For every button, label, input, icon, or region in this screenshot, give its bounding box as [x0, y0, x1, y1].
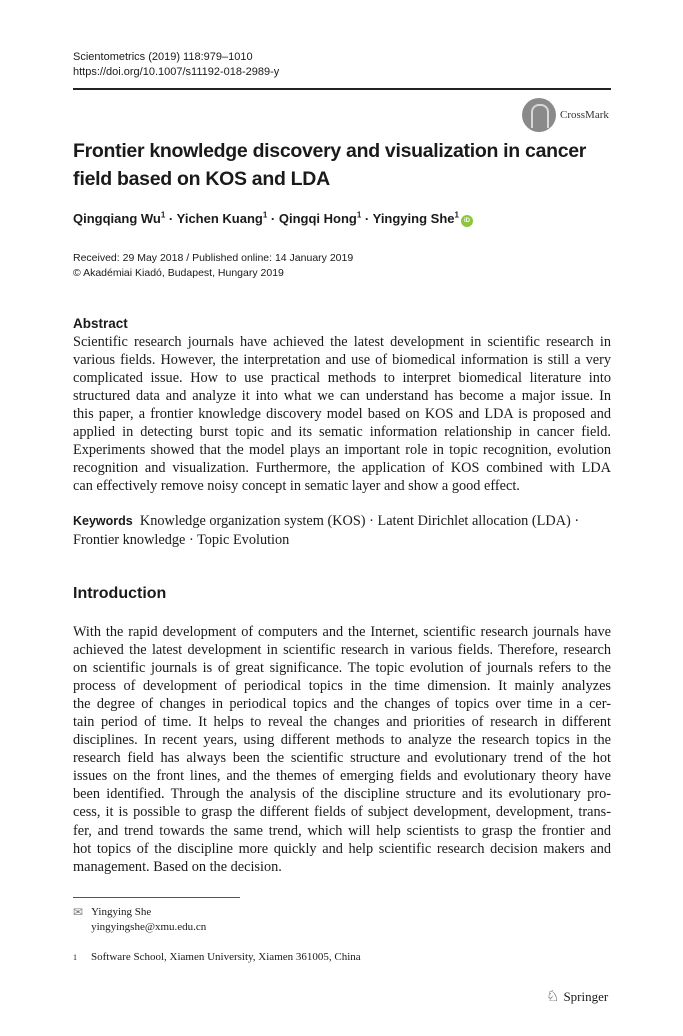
text-line: complicated issue. How to use practical methods to interpret biomedical literature into	[73, 370, 611, 387]
journal-citation: Scientometrics (2019) 118:979–1010	[73, 51, 253, 63]
text-line: process of development of periodical topics in the time dimension. It mainly analyzes	[73, 678, 611, 695]
text-line: been identified. Through the analysis of the discipline structure and its evolutionary pro-	[73, 786, 611, 803]
springer-horse-icon: ♘	[546, 989, 560, 1005]
running-header	[73, 50, 279, 80]
paper-title	[73, 137, 586, 193]
text-line: tain period of time. It helps to reveal the changes and priorities of research in different	[73, 714, 611, 731]
orcid-icon[interactable]: iD	[461, 215, 473, 227]
text-line: fer, and trend towards the same trend, which will help scientists to grasp the frontier and	[73, 822, 611, 839]
header-rule	[73, 88, 611, 90]
abstract-heading: Abstract	[73, 316, 128, 331]
corresponding-name: Yingying She	[91, 906, 152, 918]
keywords-label: Keywords	[73, 514, 133, 528]
text-line: Scientific research journals have achieved the latest development in scientific research in	[73, 334, 611, 350]
envelope-icon: ✉	[73, 905, 84, 919]
text-line: hot topics of the discipline more quickly and help scientific research decision makers and	[73, 840, 611, 857]
text-line: cess, it is possible to grasp the different fields of subject development, development, trans-	[73, 804, 611, 821]
footnote-rule	[73, 897, 240, 898]
keywords	[73, 512, 611, 550]
introduction-heading: Introduction	[73, 585, 167, 602]
publication-meta	[73, 251, 353, 281]
publisher-name: Springer	[563, 988, 609, 1004]
text-line: various fields. However, the interpretation and use of biomedical information is still a very	[73, 352, 611, 369]
text-line: this paper, a frontier knowledge discovery model based on KOS and LDA is proposed and	[73, 406, 611, 423]
corresponding-author	[73, 905, 206, 935]
text-line: Experiments showed that the model plays an important role in topic recognition, evolution	[73, 442, 611, 459]
text-line: With the rapid development of computers and the Internet, scientific research journals have	[73, 624, 611, 640]
author[interactable]: Yichen Kuang$^1$	[176, 211, 268, 227]
author[interactable]: Qingqi Hong$^1$	[278, 211, 362, 227]
introduction-body	[73, 623, 611, 876]
doi-link[interactable]: https://doi.org/10.1007/s11192-018-2989-y	[73, 66, 280, 78]
text-line: disciplines. In recent years, using different methods to analyze the research topics in the	[73, 732, 611, 749]
abstract-body	[73, 333, 611, 495]
crossmark-badge[interactable]	[522, 98, 609, 132]
author-list: Qingqiang $Wu^1$ · Yichen Kuang$^1$ · Qingqi Hong$^1$ · Yingying She$^1$iD	[73, 211, 473, 227]
keywords-text: Knowledge organization system (KOS) · Latent Dirichlet allocation (LDA) · Frontier knowledge · Topic Evolution	[73, 513, 580, 548]
text-line: applied in detecting burst topic and its sematic information relationship in cancer field.	[73, 424, 611, 441]
text-line: research field has always been the scientific structure and evolutionary trend of the hot	[73, 750, 611, 767]
title-line: ﬁeld based on KOS and LDA	[73, 168, 330, 190]
publisher-logo	[546, 987, 608, 1006]
affiliation-footnote	[73, 950, 361, 965]
crossmark-icon	[522, 98, 556, 132]
author[interactable]: Qingqiang Wu$^1$	[73, 211, 166, 227]
title-line: Frontier knowledge discovery and visualization in cancer	[73, 140, 587, 162]
received-dates: Received: 29 May 2018 / Published online: 14 January 2019	[73, 252, 354, 264]
crossmark-label: CrossMark	[560, 109, 609, 121]
text-line: the degree of changes in periodical topics and the changes of topics over time in a cer-	[73, 696, 611, 713]
author[interactable]: Yingying She$^1$	[372, 211, 459, 227]
text-line: structured data and analyze it into what we can understand has become a major issue. In	[73, 388, 611, 405]
corresponding-email[interactable]: yingyingshe@xmu.edu.cn	[91, 921, 207, 933]
text-line: recognition and visualization. Furthermore, the application of KOS combined with LDA	[73, 460, 611, 477]
affiliation-marker: 1	[73, 953, 77, 962]
text-line: can effectively remove noisy concept in sematic layer and show a good effect.	[73, 478, 520, 495]
text-line: issues on the front lines, and the themes of emerging fields and evolutionary theory have	[73, 768, 611, 785]
text-line: achieved the latest development in scientific research in various fields. Therefore, research	[73, 642, 611, 659]
affiliation-text: Software School, Xiamen University, Xiamen 361005, China	[91, 951, 361, 963]
text-line: management. Based on the decision.	[73, 858, 282, 875]
copyright: © Akadémiai Kiadó, Budapest, Hungary 2019	[73, 267, 284, 279]
text-line: on scientific journals is of great significance. The topic evolution of journals refers to the	[73, 660, 611, 677]
